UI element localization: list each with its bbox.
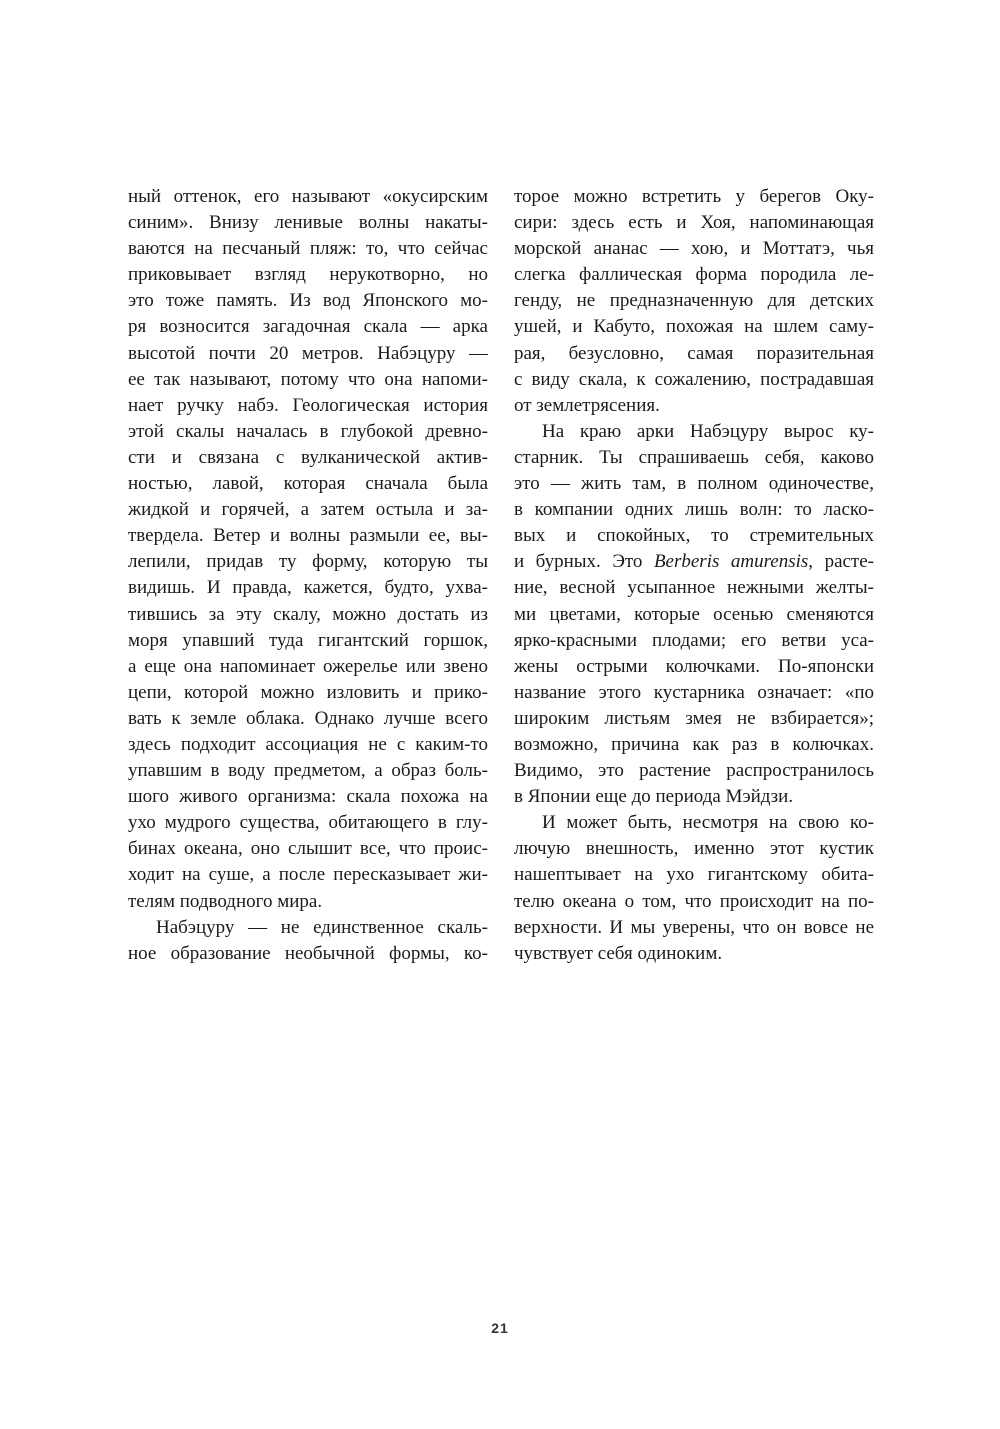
right-column-line: в Японии еще до периода Мэйдзи.	[514, 786, 794, 808]
right-column-line: телю океана о том, что происходит на по-	[514, 890, 874, 912]
right-column-line: морской ананас — хою, и Моттатэ, чья	[514, 238, 874, 260]
right-column-line: с виду скала, к сожалению, пострадавшая	[514, 368, 874, 390]
left-column-line: тившись за эту скалу, можно достать из	[128, 603, 488, 625]
right-column-line: генду, не предназначенную для детских	[514, 290, 874, 312]
right-column-line: чувствует себя одиноким.	[514, 942, 723, 964]
left-column-line: вать к земле облака. Однако лучше всего	[128, 707, 488, 729]
left-column-line: шого живого организма: скала похожа на	[128, 786, 488, 808]
right-column-line: и бурных. Это Berberis amurensis, расте-	[514, 551, 874, 573]
left-column-line: этой скалы началась в глубокой древно-	[128, 420, 488, 442]
left-column-line: ее так называют, потому что она напоми-	[128, 368, 488, 390]
right-column-line: ми цветами, которые осенью сменяются	[514, 603, 874, 625]
right-column-line: широким листьям змея не взбирается»;	[514, 707, 874, 729]
right-column-line: ние, весной усыпанное нежными желты-	[514, 577, 874, 599]
left-column-line: ный оттенок, его называют «окусирским	[128, 186, 488, 207]
left-column-line: ное образование необычной формы, ко-	[128, 942, 488, 964]
right-column-line: ярко-красными плодами; его ветви уса-	[514, 629, 874, 651]
left-column-line: здесь подходит ассоциация не с каким-то	[128, 733, 488, 755]
right-column-line: верхности. И мы уверены, что он вовсе не	[514, 916, 874, 938]
right-column-line: слегка фаллическая форма породила ле-	[514, 264, 874, 286]
page-number: 21	[491, 1320, 509, 1336]
left-column-line: упавшим в воду предметом, а образ боль-	[128, 760, 488, 782]
left-column-line: синим». Внизу ленивые волны накаты-	[128, 212, 488, 234]
left-column-line: бинах океана, оно слышит все, что проис-	[128, 838, 488, 860]
left-column-line: ря возносится загадочная скала — арка	[128, 316, 488, 338]
right-column-line: вых и спокойных, то стремительных	[514, 525, 874, 547]
right-column-line: сири: здесь есть и Хоя, напоминающая	[514, 212, 874, 234]
left-column-line: Набэцуру — не единственное скаль-	[156, 916, 488, 938]
left-column-line: лепили, придав ту форму, которую ты	[128, 551, 488, 573]
left-column-line: ухо мудрого существа, обитающего в глу-	[128, 812, 488, 834]
left-column-line: сти и связана с вулканической актив-	[128, 446, 488, 468]
right-column-line: рая, безусловно, самая поразительная	[514, 342, 874, 364]
left-column-line: ходит на суше, а после пересказывает жи-	[128, 864, 488, 886]
left-column-line: видишь. И правда, кажется, будто, ухва-	[128, 577, 488, 599]
right-column-line: лючую внешность, именно этот кустик	[514, 838, 874, 860]
right-column-line: название этого кустарника означает: «по	[514, 681, 874, 703]
left-column-line: моря упавший туда гигантский горшок,	[128, 629, 488, 651]
left-column-line: приковывает взгляд нерукотворно, но	[128, 264, 488, 286]
left-column-line: твердела. Ветер и волны размыли ее, вы-	[128, 525, 488, 547]
left-column-line: ваются на песчаный пляж: то, что сейчас	[128, 238, 488, 260]
right-column-line: старник. Ты спрашиваешь себя, каково	[514, 446, 874, 468]
left-column-line: ностью, лавой, которая сначала была	[128, 473, 488, 495]
left-column-line: жидкой и горячей, а затем остыла и за-	[128, 499, 488, 521]
right-column-line: в компании одних лишь волн: то ласко-	[514, 499, 874, 521]
left-column-line: это тоже память. Из вод Японского мо-	[128, 290, 488, 312]
left-column-line: телям подводного мира.	[128, 890, 323, 912]
left-column-line: высотой почти 20 метров. Набэцуру —	[128, 342, 488, 364]
left-column-line: нает ручку набэ. Геологическая история	[128, 394, 488, 416]
left-column-line: цепи, которой можно изловить и прико-	[128, 681, 488, 703]
left-column-line: а еще она напоминает ожерелье или звено	[128, 655, 488, 677]
right-column-line: жены острыми колючками. По-японски	[514, 655, 874, 677]
right-column-line: ушей, и Кабуто, похожая на шлем саму-	[514, 316, 874, 338]
right-column-line: И может быть, несмотря на свою ко-	[542, 812, 874, 834]
right-column-line: нашептывает на ухо гигантскому обита-	[514, 864, 874, 886]
right-column-line: На краю арки Набэцуру вырос ку-	[542, 420, 874, 442]
right-column-line: Видимо, это растение распространилось	[514, 760, 874, 782]
right-column	[514, 184, 874, 967]
right-column-line: от землетрясения.	[514, 394, 660, 416]
right-column-line: возможно, причина как раз в колючках.	[514, 733, 874, 755]
left-column	[128, 184, 488, 967]
right-column-line: торое можно встретить у берегов Оку-	[514, 186, 874, 207]
latin-species-name: Berberis amurensis	[653, 551, 809, 573]
right-column-line: это — жить там, в полном одиночестве,	[514, 473, 874, 495]
